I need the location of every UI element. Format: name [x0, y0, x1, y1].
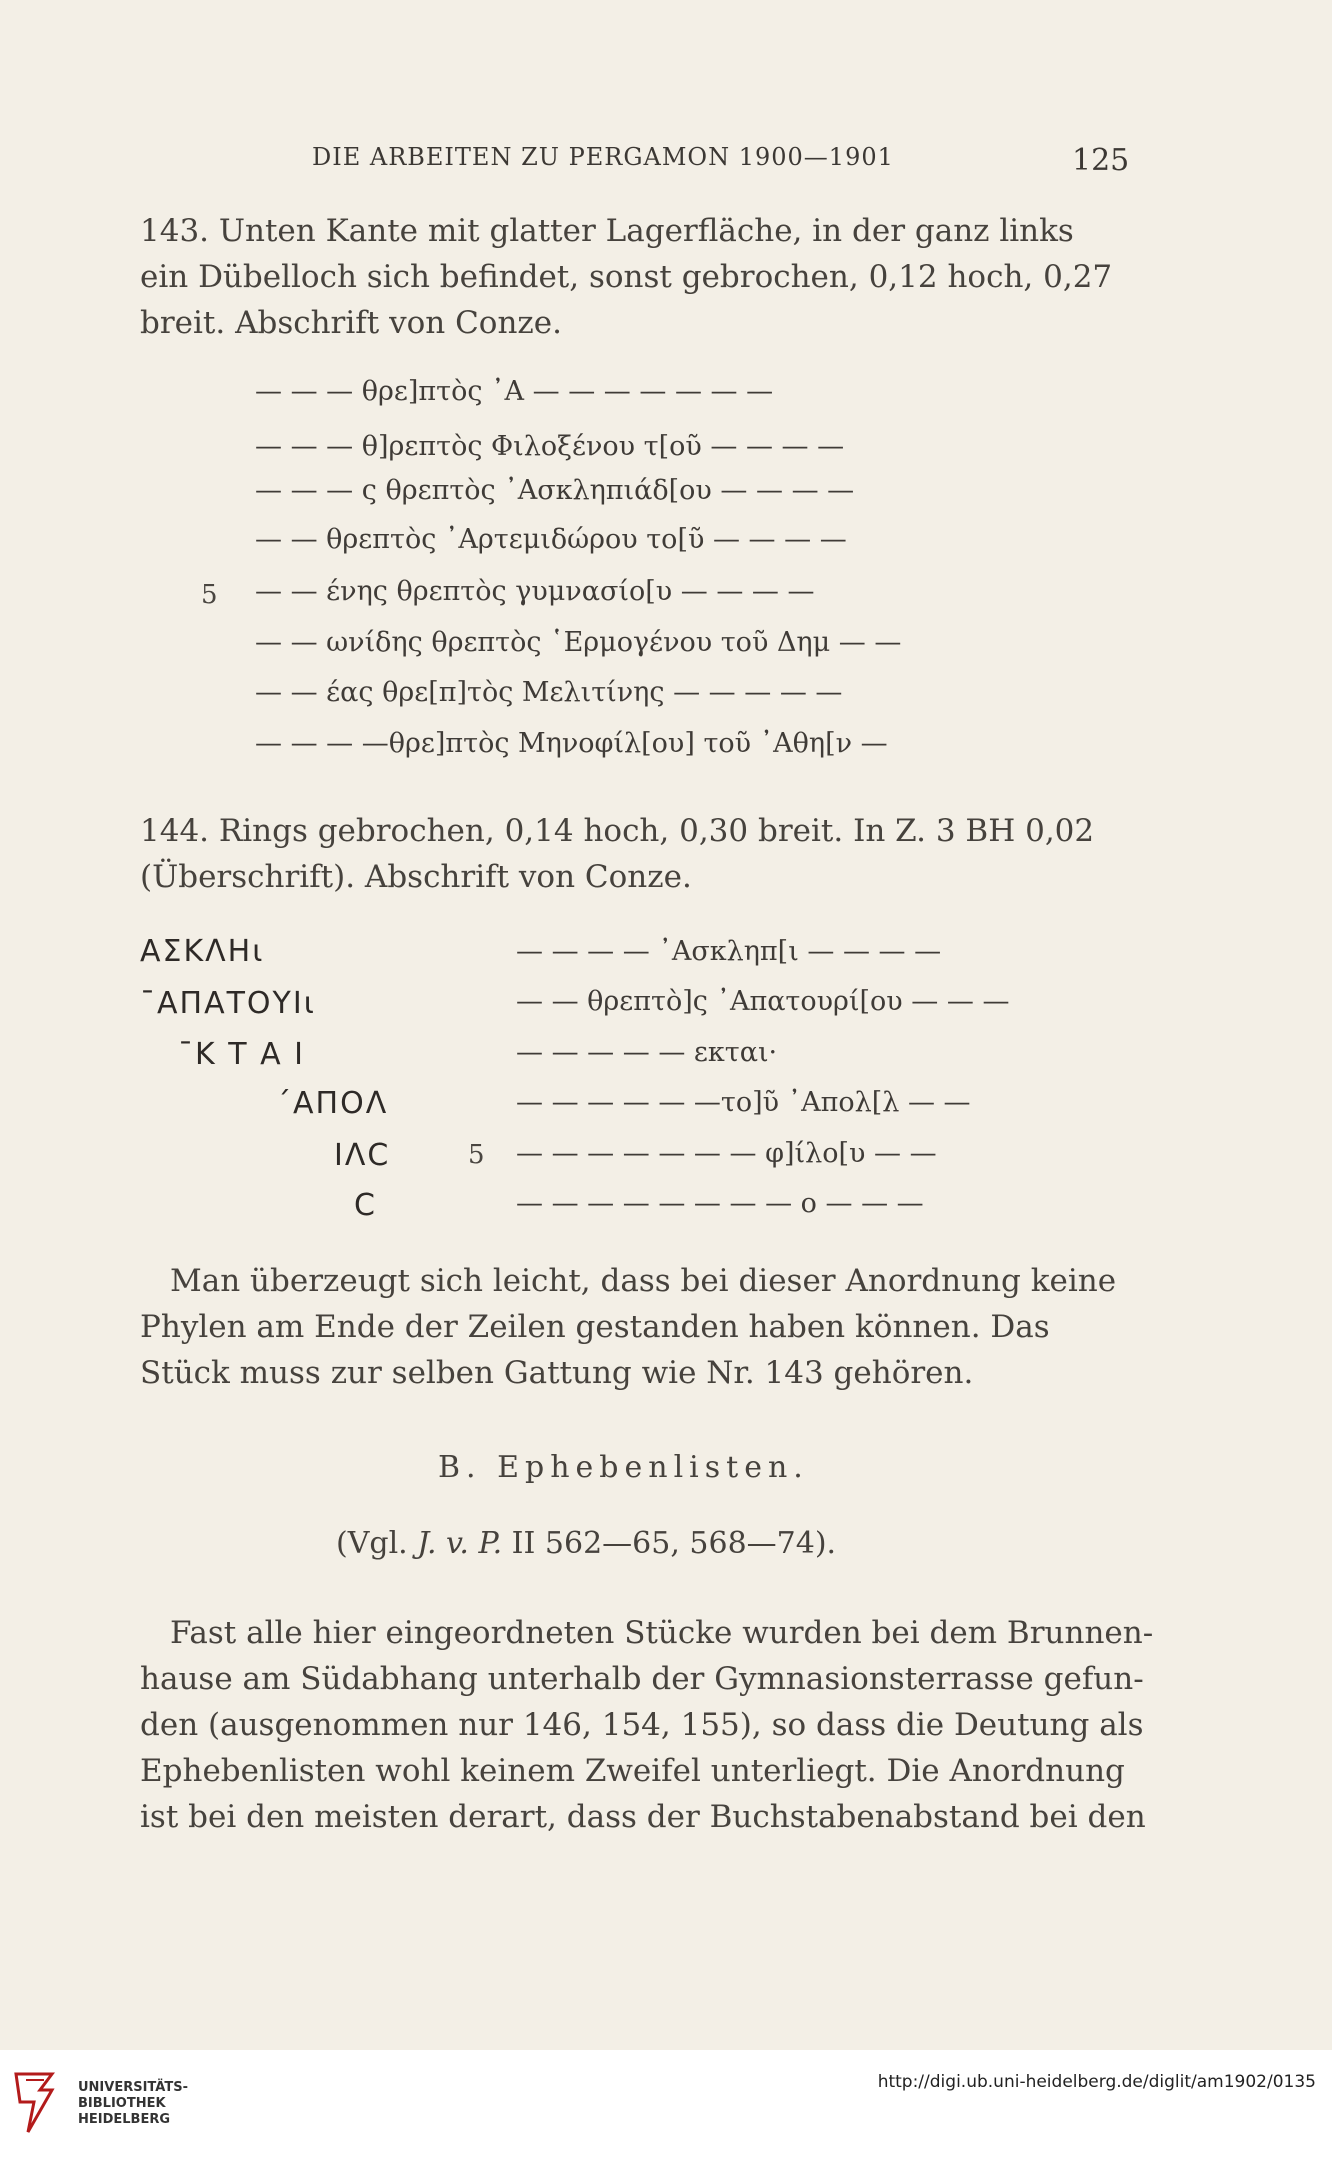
transcription-line-1: — — — — ᾿Ασκληπ[ι — — — —: [516, 936, 942, 967]
library-name-line: BIBLIOTHEK: [78, 2096, 166, 2111]
page-number: 125: [1072, 143, 1130, 178]
majuscule-line-3: ¯Κ Τ Α Ι: [178, 1037, 305, 1072]
majuscule-line-5: ΙΛϹ: [334, 1138, 391, 1173]
library-name-line: UNIVERSITÄTS-: [78, 2080, 188, 2095]
transcription-line-6: — — — — — — — — ο — — —: [516, 1188, 924, 1219]
transcription-line-3: — — — — — εκται·: [516, 1037, 778, 1068]
text-line: Fast alle hier eingeordneten Stücke wurden bei dem Brunnen-: [170, 1615, 1154, 1651]
citation-journal: J. v. P.: [417, 1526, 503, 1561]
entry-144-description: [140, 808, 1100, 900]
citation-prefix: (Vgl.: [336, 1526, 418, 1561]
library-name-line: HEIDELBERG: [78, 2112, 171, 2127]
line-number: 5: [201, 580, 218, 610]
source-url-link[interactable]: http://digi.ub.uni-heidelberg.de/diglit/am1902/0135: [877, 2072, 1316, 2092]
text-line: Ephebenlisten wohl keinem Zweifel unterliegt. Die Anordnung: [140, 1753, 1125, 1789]
majuscule-line-1: ΑΣΚΛΗι: [140, 934, 265, 969]
majuscule-line-2: ¯ΑΠΑΤΟΥΙι: [140, 986, 316, 1021]
inscription-line-6: — — ωνίδης θρεπτὸς ῾Ερμογένου τοῦ Δημ — —: [255, 627, 902, 658]
transcription-line-2: — — θρεπτὸ]ς ᾿Απατουρί[ου — — —: [516, 986, 1010, 1017]
inscription-line-4: — — θρεπτὸς ᾿Αρτεμιδώρου το[ῦ — — — —: [255, 524, 847, 555]
running-head: DIE ARBEITEN ZU PERGAMON 1900—1901: [312, 143, 894, 171]
library-name: [78, 2080, 188, 2128]
library-logo-icon: [12, 2068, 56, 2138]
majuscule-line-6: Ϲ: [354, 1188, 377, 1223]
inscription-line-1: — — — θρε]πτὸς ᾿Α — — — — — — —: [255, 376, 774, 407]
inscription-line-2: — — — θ]ρεπτὸς Φιλοξένου τ[οῦ — — — —: [255, 431, 845, 462]
text-line: Phylen am Ende der Zeilen gestanden haben können. Das: [140, 1309, 1050, 1345]
text-line: ist bei den meisten derart, dass der Buchstabenabstand bei den: [140, 1799, 1146, 1835]
text-line: 144. Rings gebrochen, 0,14 hoch, 0,30 breit. In Z. 3 BH 0,02: [140, 813, 1095, 849]
section-citation: [336, 1526, 836, 1561]
transcription-line-4: — — — — — —το]ῦ ᾿Απολ[λ — —: [516, 1087, 971, 1118]
transcription-line-5: — — — — — — — φ]ίλο[υ — —: [516, 1138, 937, 1169]
text-line: hause am Südabhang unterhalb der Gymnasionsterrasse gefun-: [140, 1661, 1144, 1697]
text-line: 143. Unten Kante mit glatter Lagerfläche, in der ganz links: [140, 213, 1074, 249]
footer-bar: [0, 2050, 1332, 2159]
text-line: den (ausgenommen nur 146, 154, 155), so dass die Deutung als: [140, 1707, 1144, 1743]
entry-144-remark: [140, 1258, 1117, 1396]
text-line: (Überschrift). Abschrift von Conze.: [140, 859, 692, 895]
text-line: Man überzeugt sich leicht, dass bei dieser Anordnung keine: [170, 1263, 1117, 1299]
majuscule-line-4: ΄ΑΠΟΛ: [276, 1086, 389, 1121]
line-number: 5: [468, 1140, 485, 1170]
entry-143-description: [140, 208, 1113, 346]
inscription-line-8: — — — —θρε]πτὸς Μηνοφίλ[ου] τοῦ ᾿Αθη[ν —: [255, 728, 888, 759]
inscription-line-7: — — έας θρε[π]τὸς Μελιτίνης — — — — —: [255, 677, 843, 708]
citation-suffix: II 562—65, 568—74).: [502, 1526, 837, 1561]
inscription-line-5: — — ένης θρεπτὸς γυμνασίο[υ — — — —: [255, 576, 815, 607]
text-line: breit. Abschrift von Conze.: [140, 305, 562, 341]
inscription-line-3: — — — ς θρεπτὸς ᾿Ασκληπιάδ[ου — — — —: [255, 475, 855, 506]
section-body: [140, 1610, 1154, 1840]
text-line: Stück muss zur selben Gattung wie Nr. 143 gehören.: [140, 1355, 974, 1391]
section-heading: B. Ephebenlisten.: [438, 1450, 809, 1485]
text-line: ein Dübelloch sich befindet, sonst gebrochen, 0,12 hoch, 0,27: [140, 259, 1113, 295]
